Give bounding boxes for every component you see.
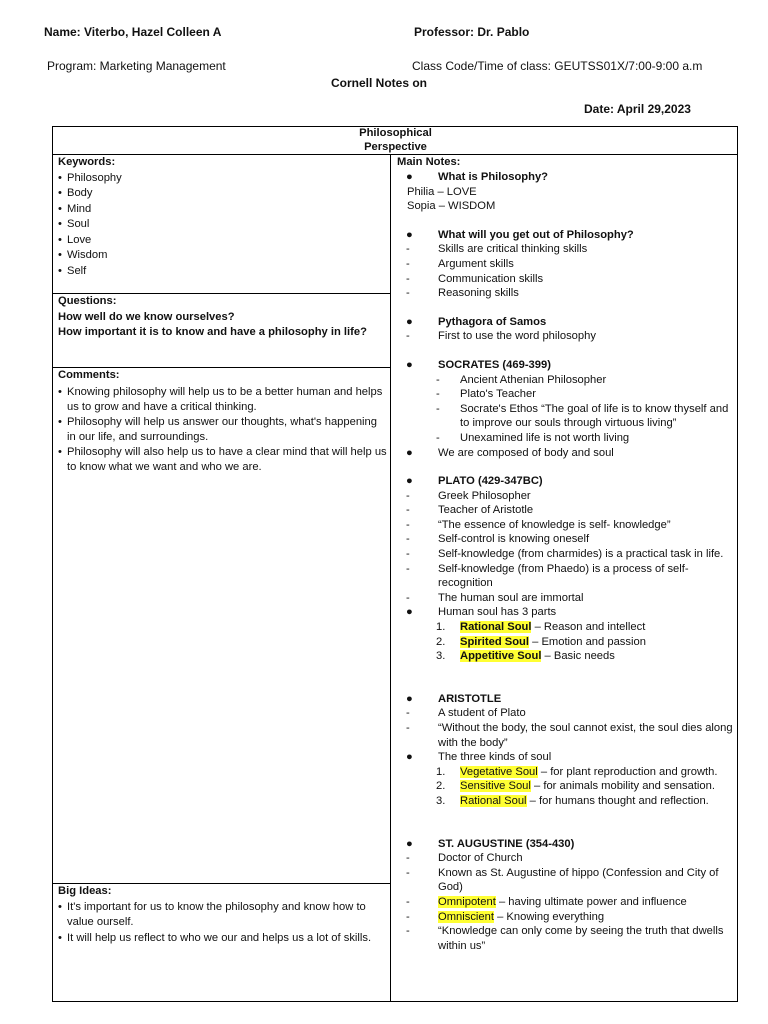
professor-name: Professor: Dr. Pablo — [414, 25, 530, 39]
highlighted-term: Rational Soul — [460, 621, 532, 634]
class-code: Class Code/Time of class: GEUTSS01X/7:00-9:00 a.m — [412, 59, 703, 73]
note-line: - A student of Plato — [406, 707, 526, 720]
questions-section — [58, 294, 388, 341]
keyword-item: • Body — [58, 186, 383, 202]
note-line: - The human soul are immortal — [406, 591, 584, 604]
note-line: Philia – LOVE — [407, 185, 477, 198]
question-item: How well do we know ourselves? — [58, 310, 235, 323]
highlighted-term: Omnipotent — [438, 895, 496, 908]
cornell-notes-sheet — [52, 126, 738, 1002]
student-name: Name: Viterbo, Hazel Colleen A — [44, 25, 222, 39]
note-line: - “Without the body, the soul cannot exist, the soul dies along with the body” — [406, 722, 733, 749]
note-line: - Self-knowledge (from charmides) is a practical task in life. — [406, 548, 724, 561]
heading-pythagoras: ● Pythagora of Samos — [406, 315, 547, 328]
keywords-label: Keywords: — [58, 156, 116, 168]
note-line: - Reasoning skills — [406, 287, 519, 300]
soul-kind: 3. Rational Soul – for humans thought and reflection. — [436, 794, 709, 807]
note-line: - Socrate's Ethos “The goal of life is to know thyself and to improve our souls through virtuous living” — [436, 402, 729, 430]
topic-line-2: Perspective — [364, 140, 427, 153]
note-line: - Unexamined life is not worth living — [436, 431, 630, 444]
highlighted-term: Appetitive Soul — [460, 650, 542, 663]
soul-part: 3. Appetitive Soul – Basic needs — [436, 650, 615, 663]
soul-part: 2. Spirited Soul – Emotion and passion — [436, 635, 646, 648]
big-idea-item: • It will help us reflect to who we our and helps us a lot of skills. — [58, 931, 383, 947]
note-bullet: ● Human soul has 3 parts — [406, 606, 557, 619]
heading-text: SOCRATES (469-399) — [438, 358, 551, 371]
highlighted-term: Spirited Soul — [460, 635, 529, 648]
note-line: - Plato's Teacher — [436, 388, 536, 401]
big-idea-item: • It's important for us to know the philosophy and know how to value ourself. — [58, 900, 383, 931]
keyword-item: • Mind — [58, 202, 383, 218]
big-ideas-section — [58, 884, 383, 946]
soul-part: 1. Rational Soul – Reason and intellect — [436, 621, 646, 634]
topic-line-1: Philosophical — [359, 127, 432, 139]
highlighted-term: Omniscient — [438, 910, 494, 923]
heading-text: ST. AUGUSTINE (354-430) — [438, 837, 575, 850]
comments-label: Comments: — [58, 369, 120, 381]
note-line: - Self-control is knowing oneself — [406, 533, 590, 546]
note-line: - Argument skills — [406, 257, 514, 270]
program: Program: Marketing Management — [47, 59, 226, 73]
keyword-item: • Soul — [58, 217, 383, 233]
highlighted-term: Rational Soul — [460, 794, 527, 807]
divider-column — [390, 155, 391, 1001]
highlighted-term: Vegetative Soul — [460, 765, 538, 778]
definition: - Omniscient – Knowing everything — [406, 910, 605, 923]
note-line: - Teacher of Aristotle — [406, 504, 534, 517]
main-notes-label: Main Notes: — [397, 156, 461, 168]
note-line: Sopia – WISDOM — [407, 200, 496, 213]
heading-text: What is Philosophy? — [438, 171, 549, 183]
note-line: - “The essence of knowledge is self- knowledge” — [406, 518, 671, 531]
keywords-section — [58, 155, 383, 279]
heading-text: Pythagora of Samos — [438, 315, 547, 328]
big-ideas-label: Big Ideas: — [58, 885, 112, 897]
note-line: - Greek Philosopher — [406, 489, 531, 502]
note-bullet: ● The three kinds of soul — [406, 751, 552, 764]
note-line: - Skills are critical thinking skills — [406, 243, 588, 256]
heading-socrates: ● SOCRATES (469-399) — [406, 358, 551, 371]
heading-text: What will you get out of Philosophy? — [438, 228, 634, 241]
big-ideas-list — [58, 900, 383, 947]
note-line: - First to use the word philosophy — [406, 330, 596, 343]
main-notes-section — [392, 155, 737, 953]
soul-kind: 1. Vegetative Soul – for plant reproduction and growth. — [436, 765, 718, 778]
comment-item: • Knowing philosophy will help us to be a better human and helps us to grow and have a critical thinking. — [58, 385, 388, 415]
heading-augustine: ● ST. AUGUSTINE (354-430) — [406, 837, 575, 850]
keyword-item: • Self — [58, 264, 383, 280]
note-bullet: ● We are composed of body and soul — [406, 446, 614, 459]
note-line: - Self-knowledge (from Phaedo) is a process of self-recognition — [406, 562, 689, 590]
note-line: - Known as St. Augustine of hippo (Confession and City of God) — [406, 866, 719, 894]
heading-text: PLATO (429-347BC) — [438, 475, 543, 488]
soul-kind: 2. Sensitive Soul – for animals mobility and sensation. — [436, 780, 715, 793]
note-line: - Communication skills — [406, 272, 544, 285]
page-title: Cornell Notes on — [331, 76, 428, 90]
keywords-list — [58, 171, 383, 280]
comment-item: • Philosophy will help us answer our thoughts, what's happening in our life, and surroundings. — [58, 415, 388, 445]
keyword-item: • Philosophy — [58, 171, 383, 187]
note-line: - Doctor of Church — [406, 852, 523, 865]
heading-plato: ● PLATO (429-347BC) — [406, 475, 543, 488]
question-item: How important it is to know and have a philosophy in life? — [58, 326, 367, 338]
questions-label: Questions: — [58, 295, 117, 307]
date: Date: April 29,2023 — [584, 102, 691, 116]
comment-item: • Philosophy will also help us to have a clear mind that will help us to know what we want and who we are. — [58, 445, 388, 475]
topic-title — [333, 127, 458, 154]
comments-list — [58, 385, 388, 475]
heading-what-is: ● What is Philosophy? — [406, 171, 549, 183]
heading-text: ARISTOTLE — [438, 692, 502, 705]
definition: - Omnipotent – having ultimate power and influence — [406, 895, 687, 908]
note-line: - Ancient Athenian Philosopher — [436, 373, 607, 386]
highlighted-term: Sensitive Soul — [460, 780, 531, 793]
heading-aristotle: ● ARISTOTLE — [406, 692, 502, 705]
keyword-item: • Love — [58, 233, 383, 249]
comments-section — [58, 368, 388, 475]
keyword-item: • Wisdom — [58, 248, 383, 264]
note-line: - “Knowledge can only come by seeing the truth that dwells within us” — [406, 925, 724, 952]
heading-get-out: ● What will you get out of Philosophy? — [406, 228, 634, 241]
